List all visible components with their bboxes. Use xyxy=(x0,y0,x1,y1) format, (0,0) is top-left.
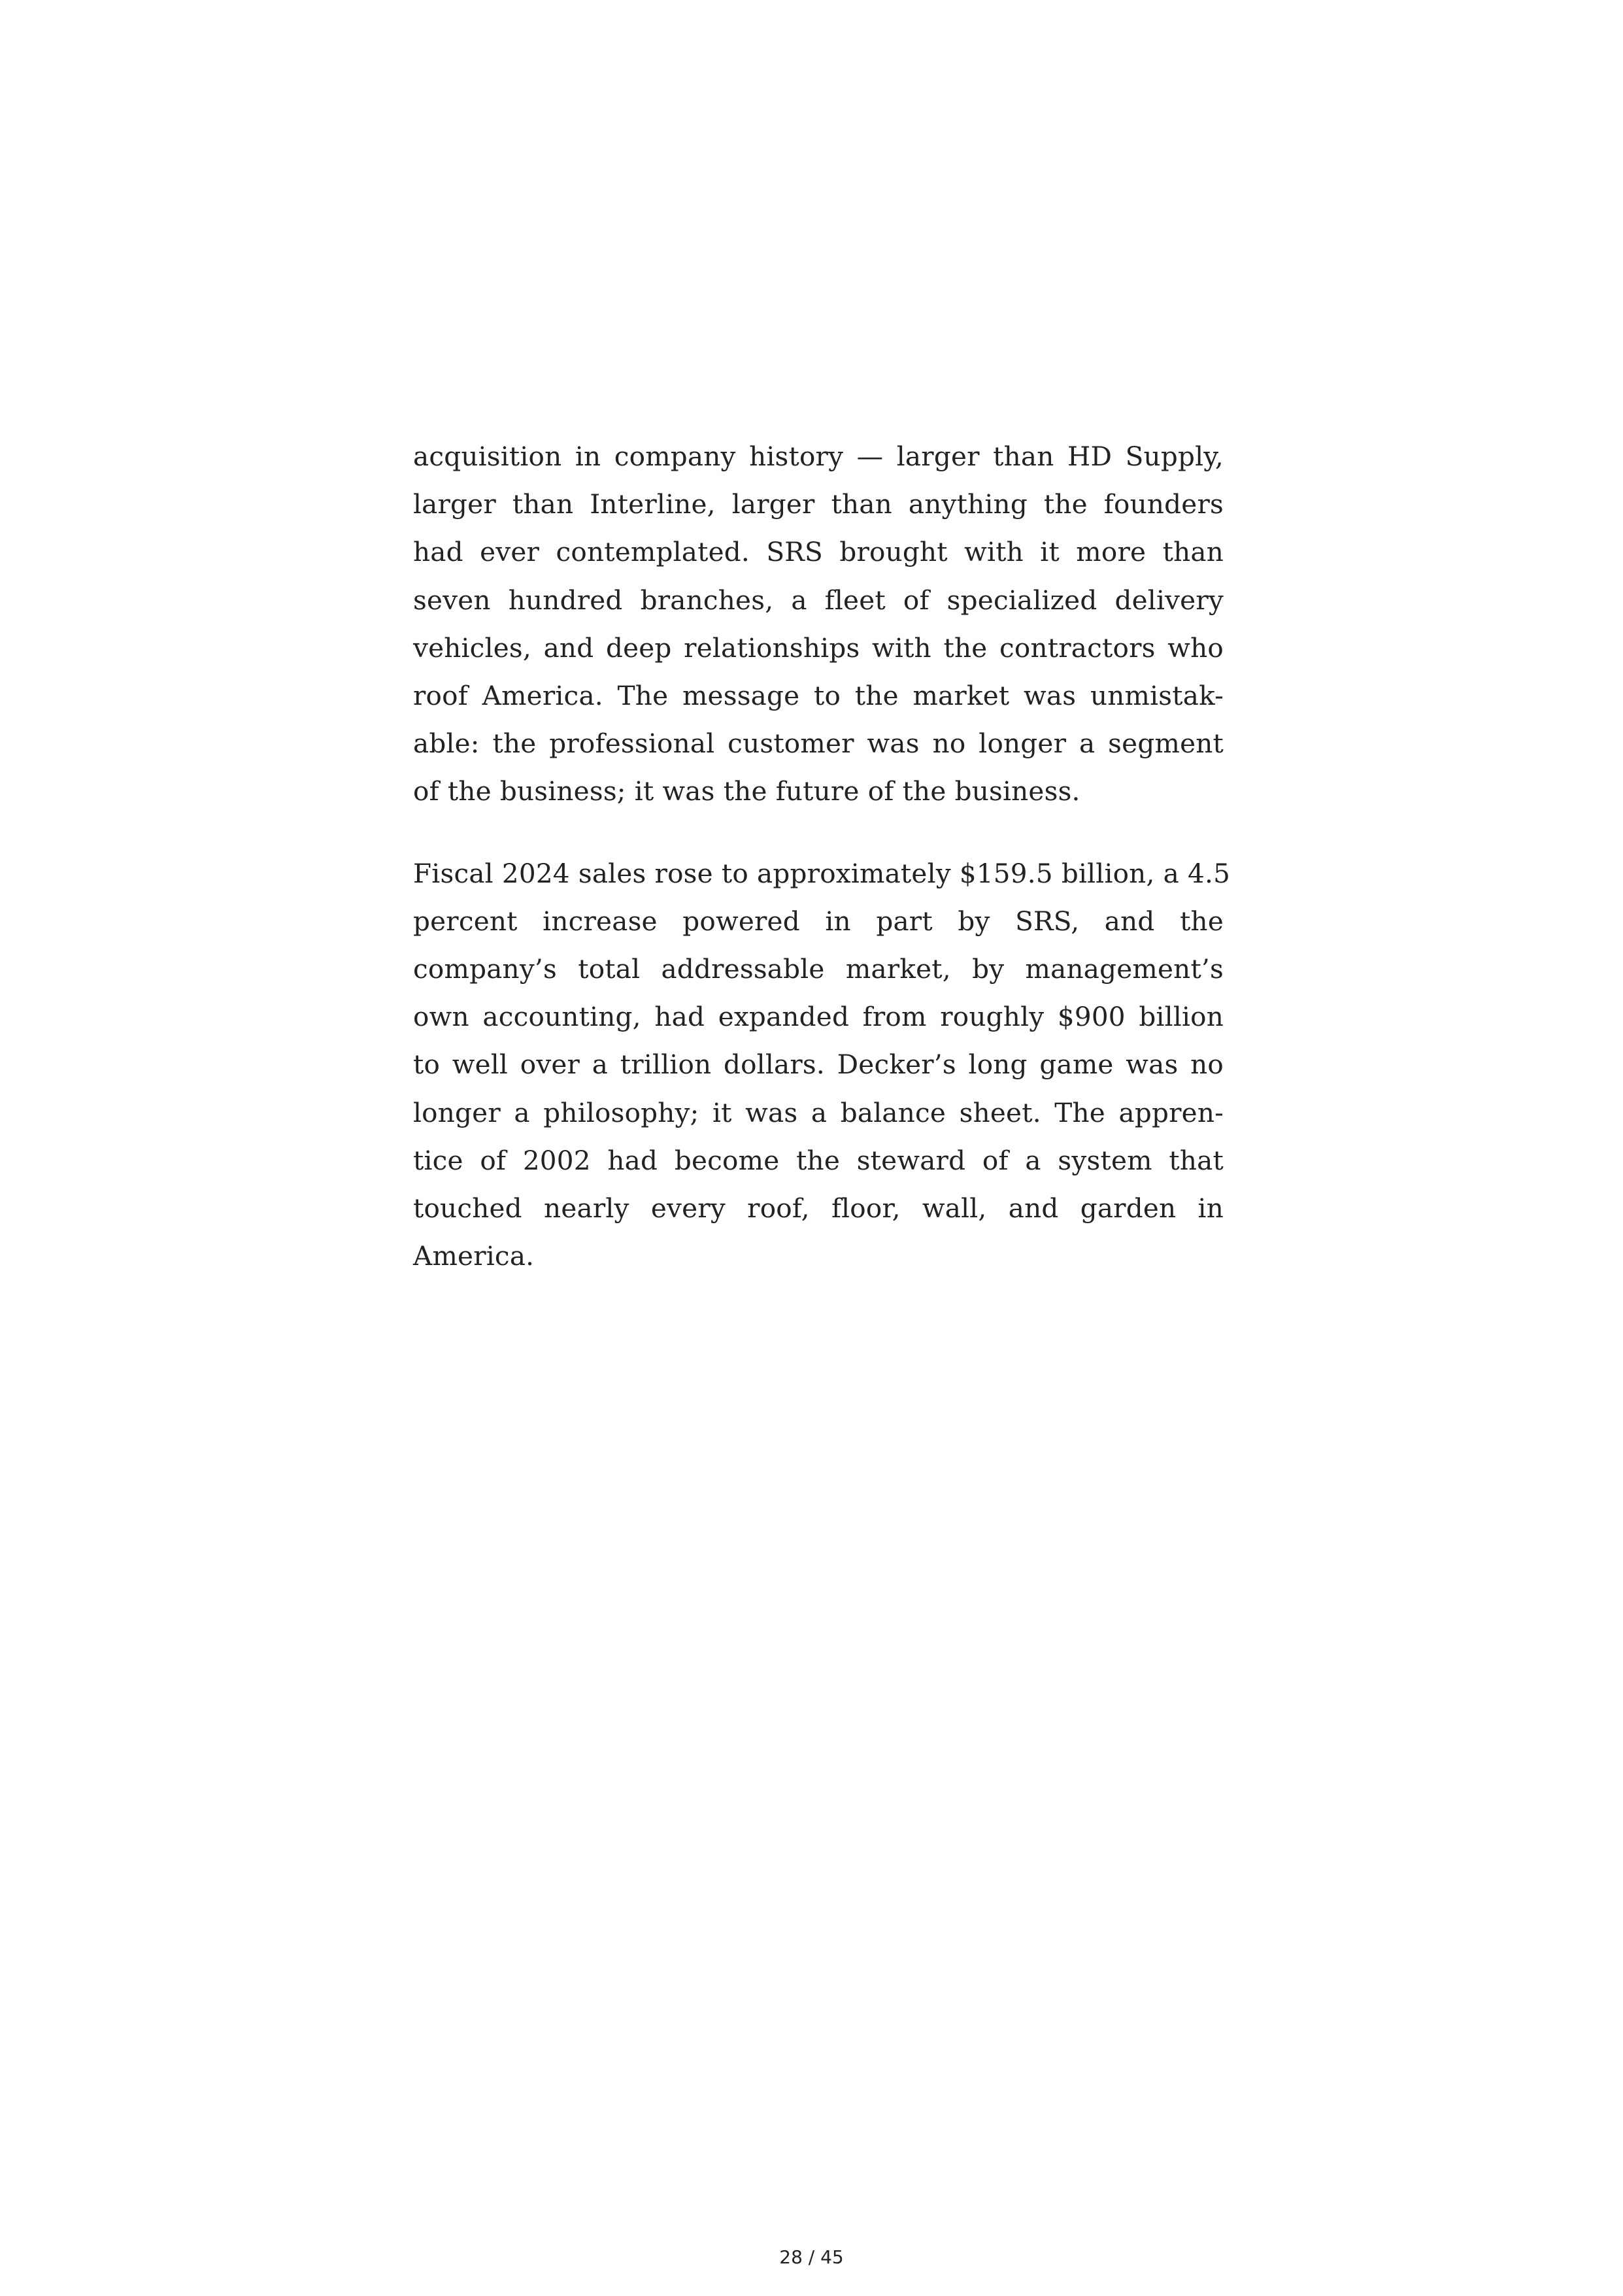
text-line: Fiscal 2024 sales rose to approximately $159.5 billion, a 4.5 xyxy=(413,857,1231,889)
text-line: own accounting, had expanded from roughly $900 billion xyxy=(413,1001,1224,1033)
text-line: able: the professional customer was no longer a segment xyxy=(413,728,1224,760)
text-line: larger than Interline, larger than anything the founders xyxy=(413,488,1224,520)
text-line: of the business; it was the future of the business. xyxy=(413,775,1080,807)
text-line: to well over a trillion dollars. Decker’s long game was no xyxy=(413,1049,1224,1081)
text-line: vehicles, and deep relationships with the contractors who xyxy=(413,632,1224,664)
text-line: company’s total addressable market, by management’s xyxy=(413,953,1224,985)
text-line: acquisition in company history — larger than HD Supply, xyxy=(413,441,1224,472)
text-line: roof America. The message to the market was unmistak- xyxy=(413,680,1224,712)
paragraph-spacer xyxy=(413,816,1224,850)
text-line: America. xyxy=(413,1240,535,1272)
body-text xyxy=(413,433,1231,1280)
text-line: seven hundred branches, a fleet of specialized delivery xyxy=(413,584,1224,616)
text-line: tice of 2002 had become the steward of a system that xyxy=(413,1144,1224,1176)
text-line: touched nearly every roof, floor, wall, and garden in xyxy=(413,1192,1224,1224)
text-line: percent increase powered in part by SRS, and the xyxy=(413,905,1224,937)
paragraph-2 xyxy=(413,850,1231,1281)
text-line: longer a philosophy; it was a balance sheet. The appren- xyxy=(413,1096,1224,1128)
page-number: 28 / 45 xyxy=(779,2246,844,2268)
text-line: had ever contemplated. SRS brought with it more than xyxy=(413,536,1224,568)
paragraph-1 xyxy=(413,433,1224,816)
